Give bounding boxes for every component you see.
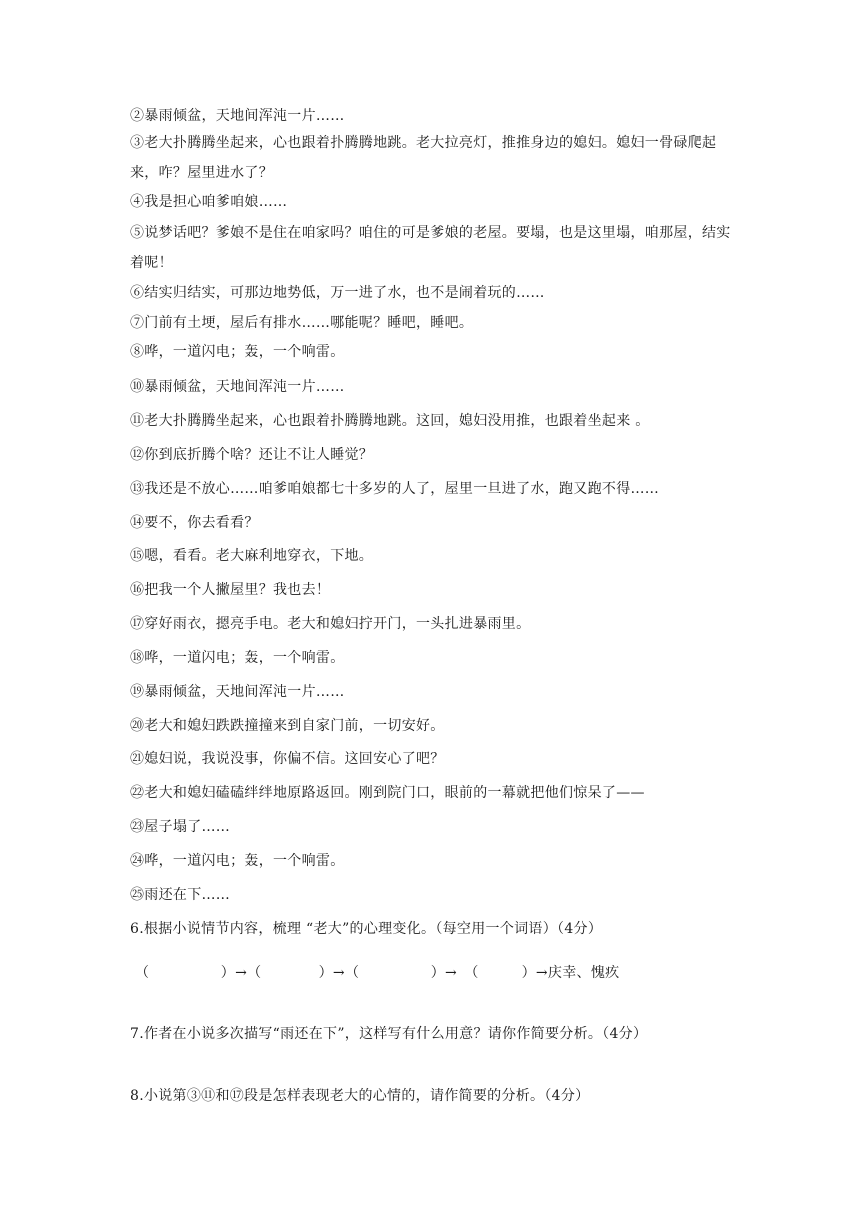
question-8: 8.小说第③⑪和⑰段是怎样表现老大的心情的，请作简要的分析。（4分）: [130, 1088, 590, 1104]
paragraph-7: ⑦门前有土埂，屋后有排水……哪能呢？睡吧，睡吧。: [130, 315, 474, 331]
paragraph-15: ⑮嗯，看看。老大麻利地穿衣，下地。: [130, 548, 374, 564]
paragraph-16: ⑯把我一个人撇屋里？我也去！: [130, 582, 331, 598]
paragraph-10: ⑩暴雨倾盆，天地间浑沌一片……: [130, 379, 345, 395]
question-6-answer-blanks: （ ）→（ ）→（ ）→ （ ）→庆幸、愧疚: [135, 965, 620, 981]
paragraph-21: ㉑媳妇说，我说没事，你偏不信。这回安心了吧？: [130, 751, 445, 767]
paragraph-14: ⑭要不，你去看看？: [130, 515, 259, 531]
question-7: 7.作者在小说多次描写“雨还在下”，这样写有什么用意？请你作简要分析。（4分）: [130, 1026, 648, 1042]
paragraph-2: ②暴雨倾盆，天地间浑沌一片……: [130, 108, 345, 124]
question-6: 6.根据小说情节内容，梳理 “老大”的心理变化。（每空用一个词语）（4分）: [130, 921, 603, 937]
paragraph-17: ⑰穿好雨衣，摁亮手电。老大和媳妇拧开门，一头扎进暴雨里。: [130, 616, 531, 632]
paragraph-12: ⑫你到底折腾个啥？还让不让人睡觉？: [130, 447, 374, 463]
paragraph-23: ㉓屋子塌了……: [130, 819, 231, 835]
paragraph-6: ⑥结实归结实，可那边地势低，万一进了水，也不是闹着玩的……: [130, 285, 545, 301]
paragraph-3: ③老大扑腾腾坐起来，心也跟着扑腾腾地跳。老大拉亮灯，推推身边的媳妇。媳妇一骨碌爬起来，咋？屋里进水了？: [130, 135, 717, 181]
paragraph-25: ㉕雨还在下……: [130, 887, 231, 903]
paragraph-5: ⑤说梦话吧？爹娘不是住在咱家吗？咱住的可是爹娘的老屋。要塌，也是这里塌，咱那屋，结实着呢！: [130, 225, 731, 271]
paragraph-8: ⑧哗，一道闪电；轰，一个响雷。: [130, 344, 345, 360]
paragraph-11: ⑪老大扑腾腾坐起来，心也跟着扑腾腾地跳。这回，媳妇没用推，也跟着坐起来 。: [130, 413, 650, 429]
paragraph-13: ⑬我还是不放心……咱爹咱娘都七十多岁的人了，屋里一旦进了水，跑又跑不得……: [130, 481, 660, 497]
paragraph-4: ④我是担心咱爹咱娘……: [130, 194, 288, 210]
paragraph-24: ㉔哗，一道闪电；轰，一个响雷。: [130, 853, 345, 869]
paragraph-18: ⑱哗，一道闪电；轰，一个响雷。: [130, 650, 345, 666]
paragraph-22: ㉒老大和媳妇磕磕绊绊地原路返回。刚到院门口，眼前的一幕就把他们惊呆了——: [130, 785, 645, 801]
paragraph-19: ⑲暴雨倾盆，天地间浑沌一片……: [130, 684, 345, 700]
paragraph-20: ⑳老大和媳妇跌跌撞撞来到自家门前，一切安好。: [130, 718, 445, 734]
